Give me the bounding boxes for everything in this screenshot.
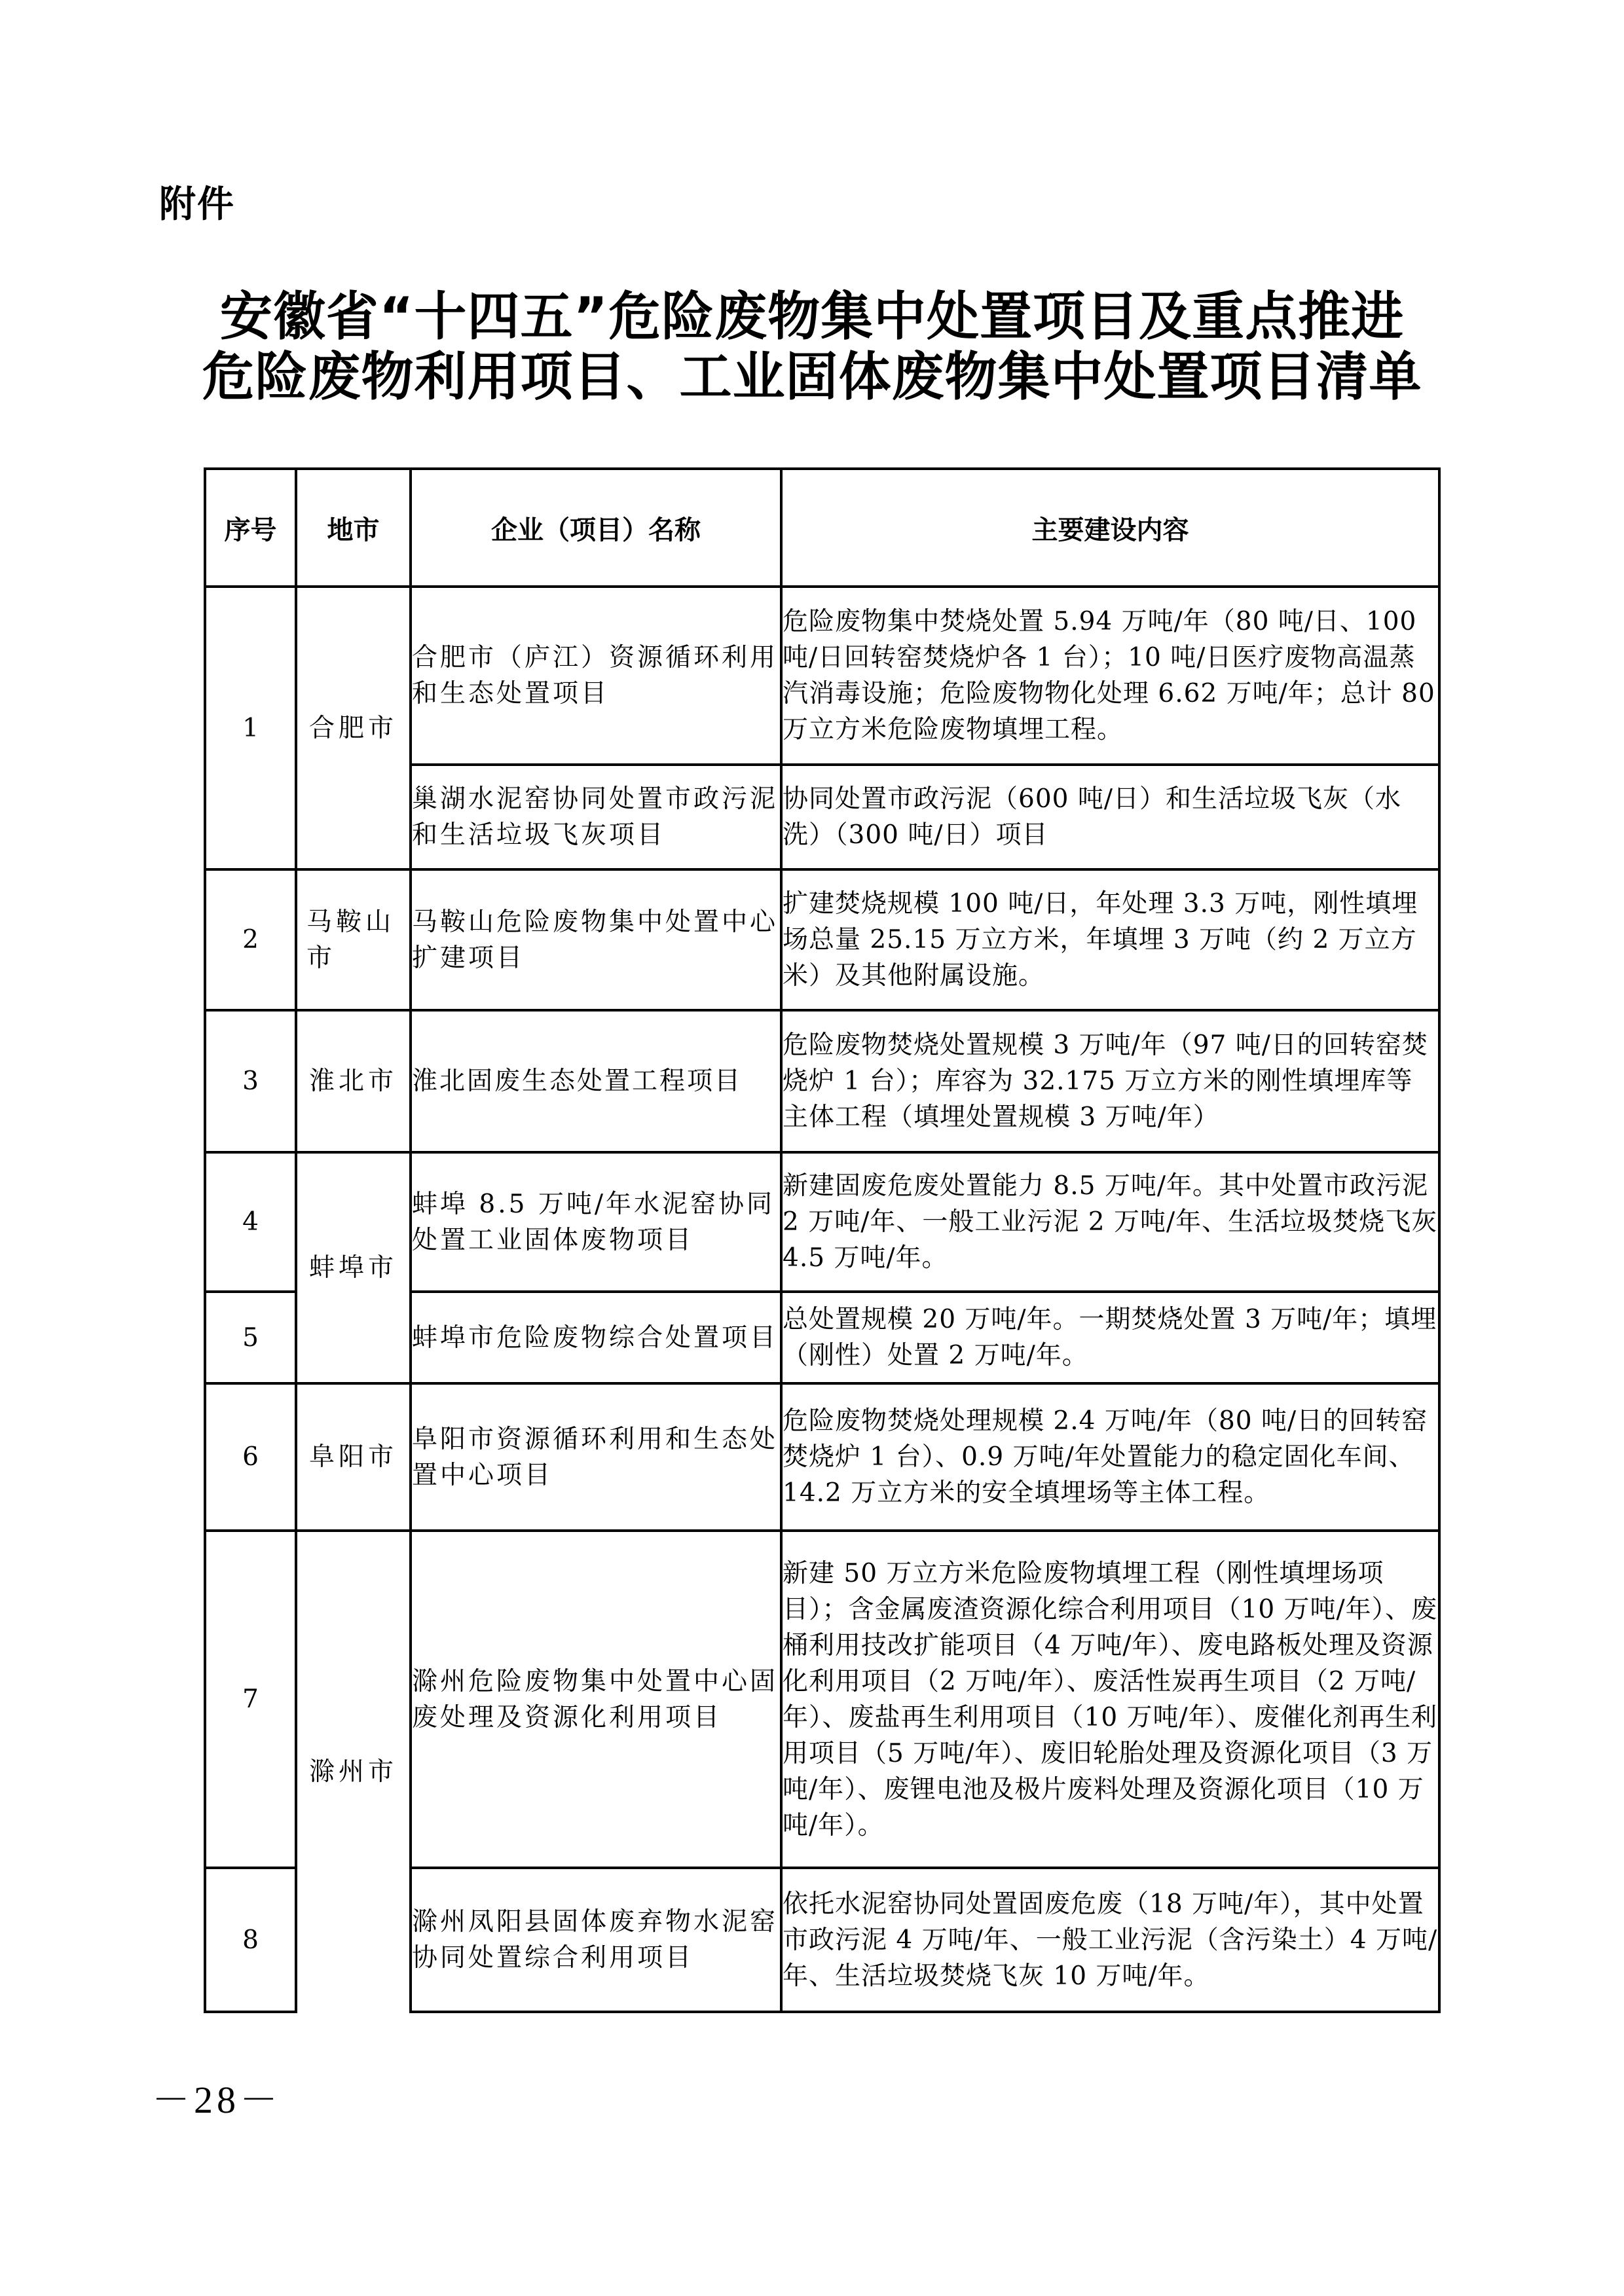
- page-number: －28－: [152, 2079, 282, 2121]
- table-row: [205, 1531, 1439, 1868]
- column-header-content: 主要建设内容: [781, 469, 1439, 587]
- project-name-cell: 滁州凤阳县固体废弃物水泥窑协同处置综合利用项目: [411, 1868, 781, 2012]
- seq-cell: 6: [205, 1383, 296, 1531]
- table-header-row: [205, 469, 1439, 587]
- table-row: [205, 1383, 1439, 1531]
- seq-cell: 8: [205, 1868, 296, 2012]
- column-header-seq: 序号: [205, 469, 296, 587]
- construction-content-cell: 危险废物焚烧处理规模 2.4 万吨/年（80 吨/日的回转窑焚烧炉 1 台）、0.9 万吨/年处置能力的稳定固化车间、14.2 万立方米的安全填埋场等主体工程。: [781, 1383, 1439, 1531]
- project-name-cell: 蚌埠 8.5 万吨/年水泥窑协同处置工业固体废物项目: [411, 1152, 781, 1292]
- table-row: [205, 1152, 1439, 1292]
- construction-content-cell: 危险废物焚烧处置规模 3 万吨/年（97 吨/日的回转窑焚烧炉 1 台）；库容为 32.175 万立方米的刚性填埋库等主体工程（填埋处置规模 3 万吨/年）: [781, 1010, 1439, 1152]
- project-name-cell: 滁州危险废物集中处置中心固废处理及资源化利用项目: [411, 1531, 781, 1868]
- construction-content-cell: 扩建焚烧规模 100 吨/日，年处理 3.3 万吨，刚性填埋场总量 25.15 万立方米，年填埋 3 万吨（约 2 万立方米）及其他附属设施。: [781, 869, 1439, 1010]
- project-name-cell: 马鞍山危险废物集中处置中心扩建项目: [411, 869, 781, 1010]
- project-name-cell: 合肥市（庐江）资源循环利用和生态处置项目: [411, 587, 781, 765]
- city-cell: 蚌埠市: [296, 1152, 411, 1383]
- city-cell: 滁州市: [296, 1531, 411, 2012]
- seq-cell: 4: [205, 1152, 296, 1292]
- attachment-label: 附件: [159, 183, 235, 226]
- project-list-table: [204, 467, 1441, 2013]
- construction-content-cell: 依托水泥窑协同处置固废危废（18 万吨/年），其中处置市政污泥 4 万吨/年、一般工业污泥（含污染土）4 万吨/年、生活垃圾焚烧飞灰 10 万吨/年。: [781, 1868, 1439, 2012]
- document-title-line-1: 安徽省“十四五”危险废物集中处置项目及重点推进: [219, 286, 1405, 347]
- table-row: [205, 1010, 1439, 1152]
- project-name-cell: 巢湖水泥窑协同处置市政污泥和生活垃圾飞灰项目: [411, 765, 781, 869]
- construction-content-cell: 新建固废危废处置能力 8.5 万吨/年。其中处置市政污泥 2 万吨/年、一般工业污泥 2 万吨/年、生活垃圾焚烧飞灰 4.5 万吨/年。: [781, 1152, 1439, 1292]
- project-name-cell: 淮北固废生态处置工程项目: [411, 1010, 781, 1152]
- construction-content-cell: 总处置规模 20 万吨/年。一期焚烧处置 3 万吨/年；填埋（刚性）处置 2 万吨/年。: [781, 1292, 1439, 1383]
- seq-cell: 7: [205, 1531, 296, 1868]
- table-row: [205, 869, 1439, 1010]
- city-cell: 合肥市: [296, 587, 411, 869]
- column-header-city: 地市: [296, 469, 411, 587]
- construction-content-cell: 协同处置市政污泥（600 吨/日）和生活垃圾飞灰（水洗）（300 吨/日）项目: [781, 765, 1439, 869]
- construction-content-cell: 新建 50 万立方米危险废物填埋工程（刚性填埋场项目）；含金属废渣资源化综合利用项目（10 万吨/年）、废桶利用技改扩能项目（4 万吨/年）、废电路板处理及资源化利用项目（2 万吨/年）、废活性炭再生项目（2 万吨/年）、废盐再生利用项目（10 万吨/年）、废催化剂再生利用项目（5 万吨/年）、废旧轮胎处理及资源化项目（3 万吨/年）、废锂电池及极片废料处理及资源化项目（10 万吨/年）。: [781, 1531, 1439, 1868]
- project-name-cell: 蚌埠市危险废物综合处置项目: [411, 1292, 781, 1383]
- table-row: [205, 587, 1439, 765]
- city-cell: 马鞍山市: [296, 869, 411, 1010]
- city-cell: 阜阳市: [296, 1383, 411, 1531]
- document-title-line-2: 危险废物利用项目、工业固体废物集中处置项目清单: [202, 346, 1422, 407]
- seq-cell: 1: [205, 587, 296, 869]
- seq-cell: 2: [205, 869, 296, 1010]
- city-cell: 淮北市: [296, 1010, 411, 1152]
- construction-content-cell: 危险废物集中焚烧处置 5.94 万吨/年（80 吨/日、100 吨/日回转窑焚烧炉各 1 台）；10 吨/日医疗废物高温蒸汽消毒设施；危险废物物化处理 6.62 万吨/年；总计 80 万立方米危险废物填埋工程。: [781, 587, 1439, 765]
- seq-cell: 5: [205, 1292, 296, 1383]
- seq-cell: 3: [205, 1010, 296, 1152]
- column-header-name: 企业（项目）名称: [411, 469, 781, 587]
- project-name-cell: 阜阳市资源循环利用和生态处置中心项目: [411, 1383, 781, 1531]
